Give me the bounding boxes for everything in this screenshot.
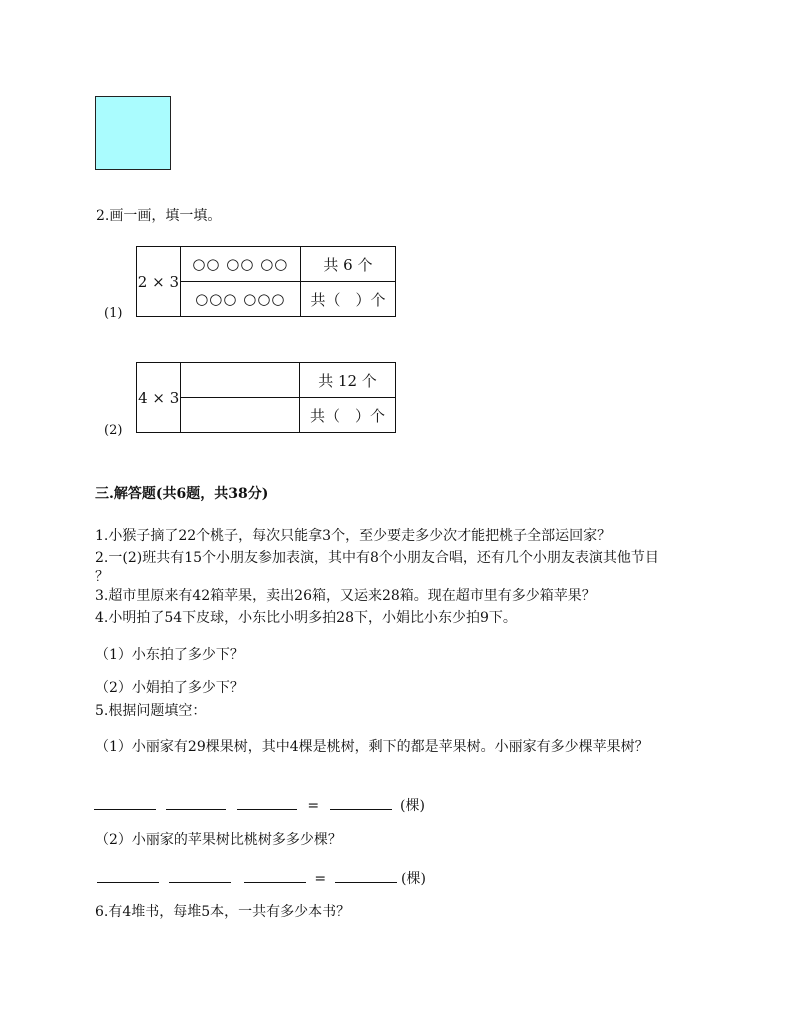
table2-expression: 4 × 3 bbox=[137, 363, 181, 433]
table2 bbox=[136, 362, 396, 433]
answer-blank[interactable] bbox=[169, 868, 231, 883]
problem-4-sub2: （2）小娟拍了多少下？ bbox=[95, 680, 244, 696]
problem-5: 5.根据问题填空： bbox=[95, 703, 207, 719]
answer-blank[interactable] bbox=[166, 795, 226, 810]
answer-blank[interactable] bbox=[244, 868, 306, 883]
problem-5-equation-1 bbox=[94, 795, 425, 815]
table1-row1-total: 共 6 个 bbox=[300, 247, 395, 282]
answer-blank[interactable] bbox=[94, 795, 156, 810]
problem-6: 6.有4堆书，每堆5本，一共有多少本书？ bbox=[95, 904, 351, 920]
problem-4: 4.小明拍了54下皮球，小东比小明多拍28下，小娟比小东少拍9下。 bbox=[95, 610, 517, 626]
table2-label: (2) bbox=[104, 423, 123, 438]
problem-3: 3.超市里原来有42箱苹果，卖出26箱，又运来28箱。现在超市里有多少箱苹果？ bbox=[95, 588, 596, 604]
table2-row1-total: 共 12 个 bbox=[300, 363, 396, 398]
problem-1: 1.小猴子摘了22个桃子，每次只能拿3个，至少要走多少次才能把桃子全部运回家？ bbox=[95, 528, 612, 544]
problem-5-sub2: （2）小丽家的苹果树比桃树多多少棵？ bbox=[95, 832, 342, 848]
answer-blank[interactable] bbox=[237, 795, 297, 810]
problem-2-line2: ？ bbox=[95, 569, 109, 585]
equals-sign: = bbox=[307, 798, 320, 814]
table1-expression: 2 × 3 bbox=[137, 247, 181, 317]
table1-row2-total[interactable]: 共（ ）个 bbox=[300, 282, 395, 317]
table1-label: (1) bbox=[104, 306, 123, 321]
equals-sign: = bbox=[314, 871, 327, 887]
problem-4-sub1: （1）小东拍了多少下？ bbox=[95, 647, 244, 663]
table2-row1-drawing-area[interactable] bbox=[181, 363, 300, 398]
colored-square bbox=[95, 96, 171, 170]
table2-row2-total[interactable]: 共（ ）个 bbox=[300, 398, 396, 433]
answer-blank[interactable] bbox=[330, 795, 392, 810]
table1-row2-circles: ○○○ ○○○ bbox=[180, 282, 300, 317]
table2-row2-drawing-area[interactable] bbox=[181, 398, 300, 433]
answer-blank[interactable] bbox=[97, 868, 159, 883]
section-3-title: 三.解答题(共6题，共38分) bbox=[95, 486, 269, 502]
problem-5-sub1: （1）小丽家有29棵果树，其中4棵是桃树，剩下的都是苹果树。小丽家有多少棵苹果树？ bbox=[95, 739, 649, 755]
table1 bbox=[136, 246, 396, 317]
problem-5-equation-2 bbox=[97, 868, 426, 888]
unit-label: (棵) bbox=[400, 798, 425, 814]
answer-blank[interactable] bbox=[335, 868, 397, 883]
table1-row1-circles: ○○ ○○ ○○ bbox=[180, 247, 300, 282]
problem-2-line1: 2.一(2)班共有15个小朋友参加表演，其中有8个小朋友合唱，还有几个小朋友表演其他节目 bbox=[95, 550, 659, 566]
question-2-title: 2.画一画，填一填。 bbox=[96, 208, 222, 224]
unit-label: (棵) bbox=[401, 871, 426, 887]
